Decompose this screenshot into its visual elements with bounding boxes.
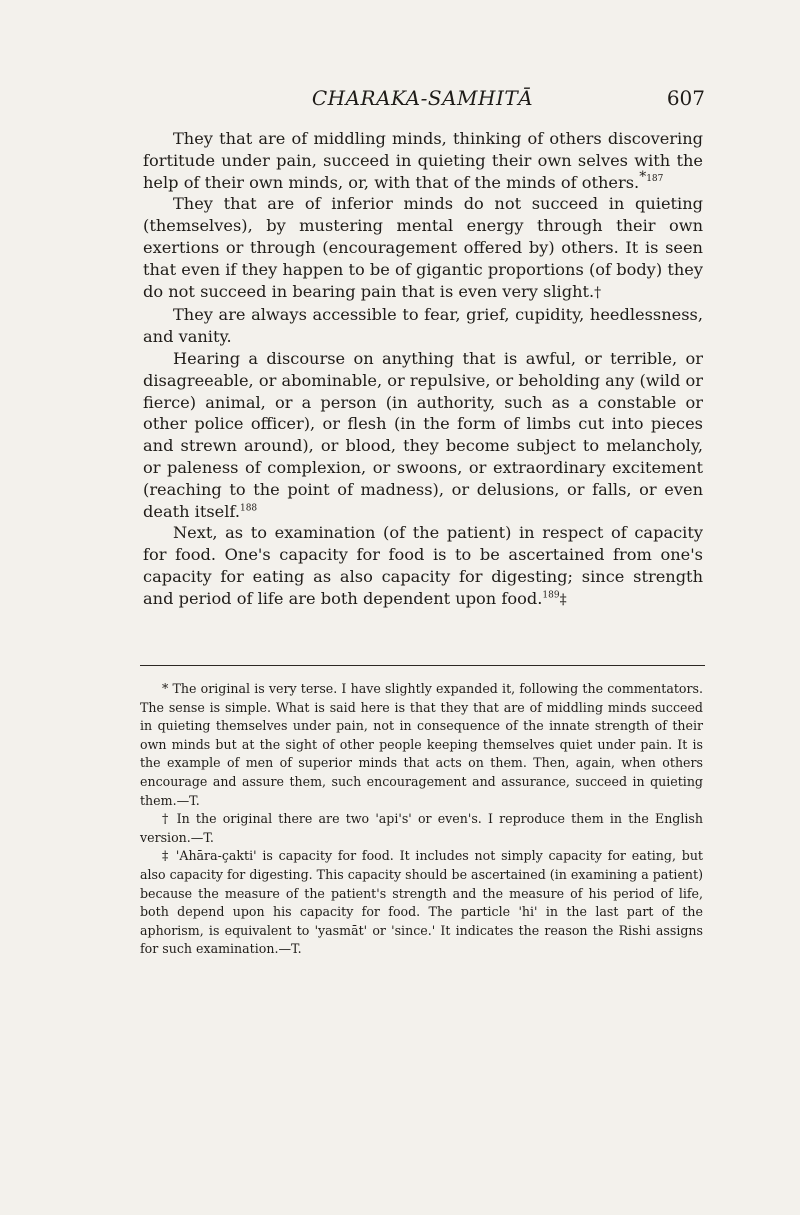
running-title: CHARAKA-SAMHITĀ — [311, 86, 534, 110]
page-number: 607 — [666, 86, 705, 110]
reference-number: 188 — [239, 503, 258, 514]
paragraph-text: Next, as to examination (of the patient) in respect of capacity for food. One's capacity for food is to be ascertained from one's capacity for eating as also capacity for digesting; since strength and period of life are both dependent upon food. — [143, 523, 703, 608]
footnote-divider — [140, 665, 705, 666]
footnote-dagger: † In the original there are two 'api's' or even's. I reproduce them in the English version.—T. — [140, 811, 703, 845]
paragraph-text: They are always accessible to fear, grief, cupidity, heedlessness, and vanity. — [143, 305, 703, 347]
main-text — [143, 128, 703, 612]
paragraph-accessible-fear — [143, 304, 703, 348]
paragraph-text: They that are of inferior minds do not succeed in quieting (themselves), by mustering mental energy through their own exertions or through (encouragement offered by) others. It is seen that even if they happen to be of gigantic proportions (of body) they do not succeed in bearing pain that is even very slight. — [143, 194, 703, 301]
running-head — [140, 86, 705, 116]
reference-number: 187 — [646, 174, 664, 185]
footnote-mark: † — [594, 284, 602, 301]
footnote-double-dagger: ‡ 'Ahāra-çakti' is capacity for food. It includes not simply capacity for eating, but also capacity for digesting. This capacity should be ascertained (in examining a patient) because the measure of the patient's strength and the measure of his period of life, both depend upon his capacity for food. The particle 'hi' in the last part of the aphorism, is equivalent to 'yasmāt' or 'since.' It indicates the reason the Rishi assigns for such examination.—T. — [140, 848, 703, 957]
paragraph-hearing-discourse — [143, 348, 703, 522]
footnote-mark: *187 — [639, 169, 664, 186]
paragraph-text: Hearing a discourse on anything that is awful, or terrible, or disagreeable, or abominable, or repulsive, or beholding any (wild or fierce) animal, or a person (in authority, such as a constable or other police officer), or flesh (in the form of limbs cut into pieces and strewn around), or blood, they become subject to melancholy, or paleness of complexion, or swoons, or extraordinary excitement (reaching to the point of madness), or delusions, or falls, or even death itself. — [143, 348, 703, 521]
paragraph-text: They that are of middling minds, thinking of others discovering fortitude under pain, succeed in quieting their own selves with the help of their own minds, or, with that of the minds of others. — [143, 129, 703, 192]
paragraph-inferior-minds — [143, 193, 703, 304]
footnote-asterisk: * The original is very terse. I have slightly expanded it, following the commentators. The sense is simple. What is said here is that they that are of middling minds succeed in quieting themselves under pain, not in consequence of the innate strength of their own minds but at the sight of other people keeping themselves quiet under pain. It is the example of men of superior minds that acts on them. Then, again, when others encourage and assure them, such encouragement and assurance, succeed in quieting them.—T. — [140, 681, 703, 808]
footnotes — [140, 680, 703, 959]
reference-number: 189 — [542, 590, 560, 601]
paragraph-capacity-food — [143, 522, 703, 611]
footnote-mark: ‡ — [559, 591, 567, 608]
paragraph-middling-minds — [143, 128, 703, 193]
